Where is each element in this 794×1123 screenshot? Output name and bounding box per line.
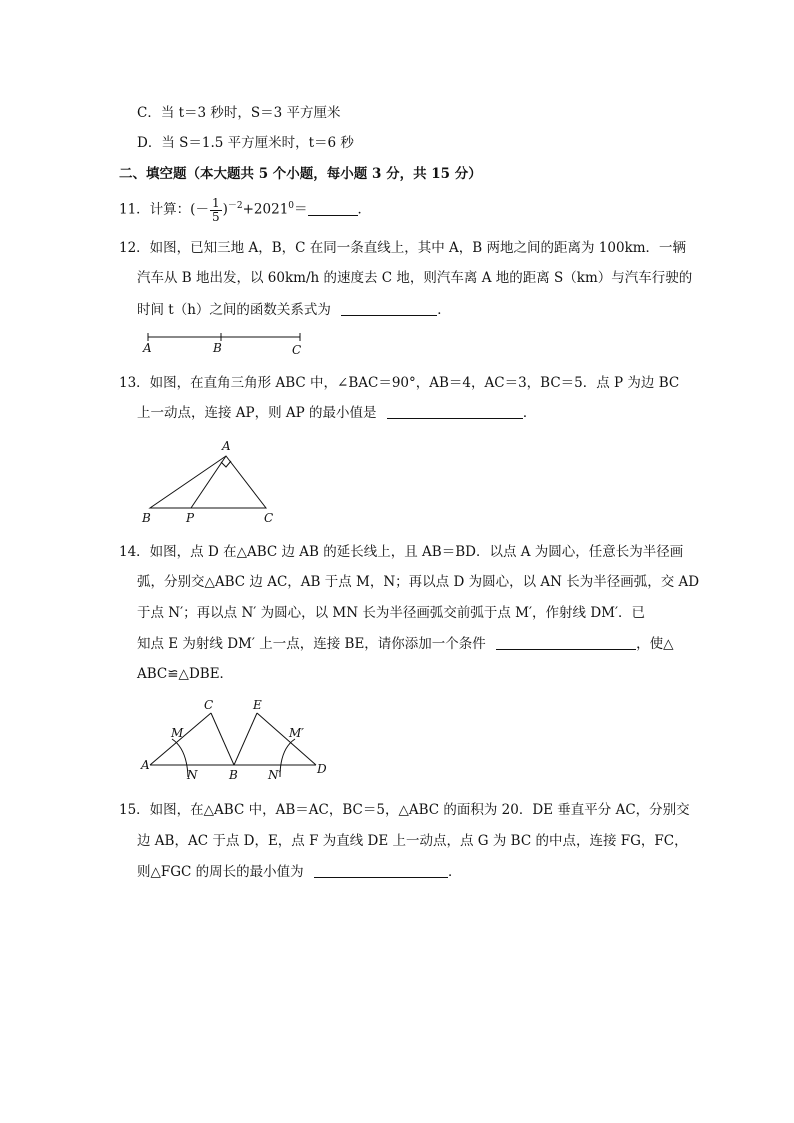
q14-line4-end: ，使△	[636, 636, 674, 652]
q12-line1: 12．如图，已知三地 A，B，C 在同一条直线上，其中 A，B 两地之间的距离为 100km．一辆	[119, 240, 687, 256]
q13-answer-blank[interactable]	[387, 404, 523, 419]
q15-line3	[137, 862, 461, 882]
q14-label-c: C	[204, 698, 214, 712]
q14-line1: 14．如图，点 D 在△ABC 边 AB 的延长线上，且 AB＝BD．以点 A 为圆心，任意长为半径画	[119, 544, 684, 560]
option-d: D．当 S＝1.5 平方厘米时，t＝6 秒	[137, 135, 354, 151]
q14-line4	[137, 634, 674, 654]
q14-answer-blank[interactable]	[496, 635, 636, 650]
q14-label-n: N	[187, 768, 198, 782]
q12-end: ．	[437, 302, 451, 318]
q13-figure	[140, 436, 290, 528]
q11-exponent: －2	[227, 201, 243, 211]
q13-end: ．	[522, 405, 537, 421]
q12-line3	[137, 300, 451, 320]
q11-eq: ＝	[294, 201, 308, 218]
q14-label-n-prime: N′	[268, 768, 282, 782]
q12-answer-blank[interactable]	[341, 301, 437, 316]
q12-label-b: B	[213, 341, 222, 355]
q13-label-p: P	[186, 511, 195, 525]
q11-fraction	[210, 197, 222, 224]
q12-label-a: A	[143, 341, 152, 355]
q13-line2	[137, 403, 536, 423]
q11-prefix: 11．计算：(－	[119, 201, 209, 218]
q14-label-e: E	[253, 698, 262, 712]
q14-ray-de	[257, 713, 316, 765]
q12-line3-text: 时间 t（h）之间的函数关系式为	[137, 302, 331, 318]
q11-end: ．	[357, 201, 372, 218]
q13-label-b: B	[142, 511, 151, 525]
q14-label-m-prime: M′	[289, 726, 305, 740]
q12-line2: 汽车从 B 地出发，以 60km/h 的速度去 C 地，则汽车离 A 地的距离 S（km）与汽车行驶的	[137, 270, 693, 286]
q13-line1: 13．如图，在直角三角形 ABC 中，∠BAC＝90°，AB＝4，AC＝3，BC＝5．点 P 为边 BC	[119, 375, 680, 391]
q14-line3: 于点 N′；再以点 N′ 为圆心，以 MN 长为半径画弧交前弧于点 M′，作射线 DM′．已	[137, 605, 646, 621]
q14-label-m: M	[171, 726, 184, 740]
q14-label-a: A	[141, 758, 150, 772]
q14-label-d: D	[317, 762, 327, 776]
q11-answer-blank[interactable]	[308, 201, 358, 216]
q13-line2-text: 上一动点，连接 AP，则 AP 的最小值是	[137, 405, 377, 421]
q11-close: )	[222, 201, 228, 218]
q13-segment-ap	[191, 456, 226, 508]
q12-figure	[140, 328, 310, 358]
q15-line3-text: 则△FGC 的周长的最小值为	[137, 864, 304, 880]
q14-figure	[138, 695, 338, 787]
q13-label-a: A	[222, 439, 231, 453]
q14-segment-cb	[211, 713, 234, 765]
q15-end: ．	[447, 864, 462, 880]
q14-label-b: B	[229, 768, 238, 782]
q11-exponent-zero: 0	[288, 201, 295, 211]
q11-mid: +2021	[242, 201, 289, 218]
q11-frac-num: 1	[211, 195, 220, 210]
q13-label-c: C	[264, 511, 274, 525]
q11-frac-den: 5	[211, 209, 220, 224]
q12-label-c: C	[292, 343, 302, 357]
q14-line5: ABC≌△DBE．	[137, 666, 234, 682]
q14-line4-text: 知点 E 为射线 DM′ 上一点，连接 BE，请你添加一个条件	[137, 636, 486, 652]
q14-line2: 弧，分别交△ABC 边 AC，AB 于点 M，N；再以点 D 为圆心，以 AN 长为半径画弧，交 AD	[137, 574, 700, 590]
section-title: 二、填空题（本大题共 5 个小题，每小题 3 分，共 15 分）	[119, 166, 482, 182]
q15-line1: 15．如图，在△ABC 中，AB＝AC，BC＝5，△ABC 的面积为 20．DE 垂直平分 AC，分别交	[119, 802, 690, 818]
q15-line2: 边 AB，AC 于点 D，E，点 F 为直线 DE 上一动点，点 G 为 BC 的中点，连接 FG，FC，	[137, 833, 688, 849]
option-c: C．当 t＝3 秒时，S＝3 平方厘米	[137, 105, 341, 121]
q15-answer-blank[interactable]	[314, 863, 448, 878]
question-11	[119, 196, 371, 224]
q14-segment-be	[234, 713, 257, 765]
